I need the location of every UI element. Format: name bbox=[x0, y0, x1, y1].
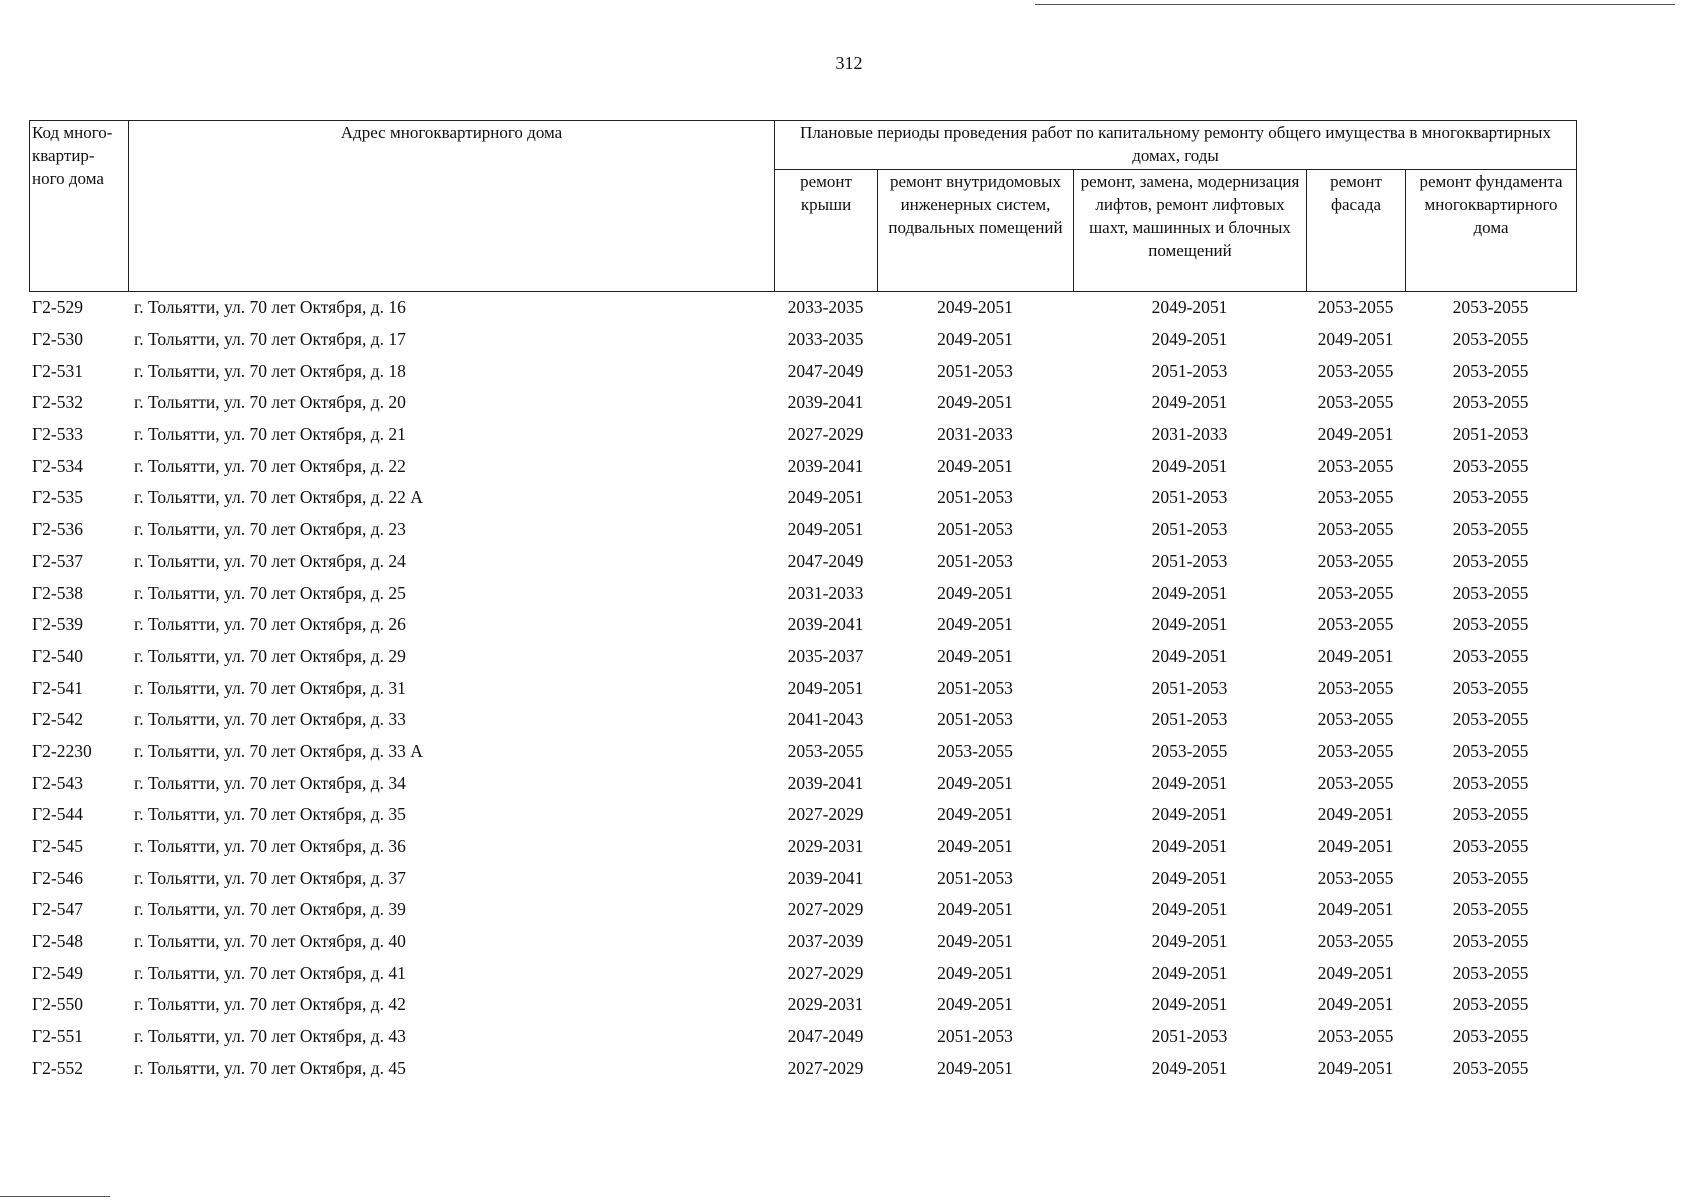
table-row bbox=[29, 672, 1576, 704]
cell-roof: 2039-2041 bbox=[787, 392, 864, 413]
cell-code: Г2-529 bbox=[32, 297, 83, 318]
cell-elevators: 2051-2053 bbox=[1151, 487, 1228, 508]
table-row bbox=[29, 450, 1576, 482]
cell-roof: 2027-2029 bbox=[787, 1057, 864, 1078]
cell-facade: 2049-2051 bbox=[1317, 994, 1394, 1015]
cell-facade: 2049-2051 bbox=[1317, 424, 1394, 445]
cell-elevators: 2051-2053 bbox=[1151, 677, 1228, 698]
cell-foundation: 2053-2055 bbox=[1452, 677, 1529, 698]
cell-systems: 2053-2055 bbox=[937, 740, 1013, 761]
cell-roof: 2053-2055 bbox=[787, 740, 864, 761]
cell-roof: 2049-2051 bbox=[787, 677, 864, 698]
cell-foundation: 2053-2055 bbox=[1452, 899, 1529, 920]
cell-address: г. Тольятти, ул. 70 лет Октября, д. 20 bbox=[134, 392, 406, 413]
header-foundation: ремонт фундамента многоквартирного дома bbox=[1406, 170, 1577, 292]
cell-foundation: 2053-2055 bbox=[1452, 392, 1529, 413]
table-row bbox=[29, 387, 1576, 419]
cell-foundation: 2053-2055 bbox=[1452, 645, 1529, 666]
cell-foundation: 2053-2055 bbox=[1452, 740, 1529, 761]
cell-roof: 2047-2049 bbox=[787, 1026, 864, 1047]
cell-foundation: 2053-2055 bbox=[1452, 867, 1529, 888]
cell-code: Г2-549 bbox=[32, 962, 83, 983]
cell-address: г. Тольятти, ул. 70 лет Октября, д. 18 bbox=[134, 360, 406, 381]
cell-code: Г2-544 bbox=[32, 804, 83, 825]
cell-roof: 2033-2035 bbox=[787, 329, 864, 350]
cell-elevators: 2049-2051 bbox=[1151, 804, 1228, 825]
cell-roof: 2039-2041 bbox=[787, 614, 864, 635]
table-row bbox=[29, 482, 1576, 514]
cell-code: Г2-530 bbox=[32, 329, 83, 350]
cell-roof: 2027-2029 bbox=[787, 424, 864, 445]
cell-systems: 2051-2053 bbox=[937, 867, 1013, 888]
cell-elevators: 2049-2051 bbox=[1151, 836, 1228, 857]
cell-facade: 2049-2051 bbox=[1317, 645, 1394, 666]
table-row bbox=[29, 989, 1576, 1021]
cell-elevators: 2053-2055 bbox=[1151, 740, 1228, 761]
cell-foundation: 2051-2053 bbox=[1452, 424, 1529, 445]
cell-facade: 2053-2055 bbox=[1317, 614, 1394, 635]
cell-facade: 2053-2055 bbox=[1317, 519, 1394, 540]
cell-foundation: 2053-2055 bbox=[1452, 962, 1529, 983]
cell-address: г. Тольятти, ул. 70 лет Октября, д. 40 bbox=[134, 931, 406, 952]
table-row bbox=[29, 419, 1576, 451]
cell-code: Г2-547 bbox=[32, 899, 83, 920]
cell-facade: 2053-2055 bbox=[1317, 1026, 1394, 1047]
table-row bbox=[29, 894, 1576, 926]
cell-elevators: 2049-2051 bbox=[1151, 455, 1228, 476]
cell-elevators: 2049-2051 bbox=[1151, 392, 1228, 413]
table-row bbox=[29, 767, 1576, 799]
cell-foundation: 2053-2055 bbox=[1452, 1026, 1529, 1047]
table-row bbox=[29, 514, 1576, 546]
table-row bbox=[29, 862, 1576, 894]
cell-address: г. Тольятти, ул. 70 лет Октября, д. 34 bbox=[134, 772, 406, 793]
cell-systems: 2049-2051 bbox=[937, 994, 1013, 1015]
scan-artifact-top-line bbox=[1035, 4, 1675, 5]
cell-foundation: 2053-2055 bbox=[1452, 297, 1529, 318]
cell-facade: 2049-2051 bbox=[1317, 329, 1394, 350]
cell-facade: 2049-2051 bbox=[1317, 804, 1394, 825]
cell-code: Г2-552 bbox=[32, 1057, 83, 1078]
cell-facade: 2053-2055 bbox=[1317, 297, 1394, 318]
cell-foundation: 2053-2055 bbox=[1452, 550, 1529, 571]
cell-facade: 2053-2055 bbox=[1317, 392, 1394, 413]
cell-address: г. Тольятти, ул. 70 лет Октября, д. 21 bbox=[134, 424, 406, 445]
cell-systems: 2051-2053 bbox=[937, 1026, 1013, 1047]
table-row bbox=[29, 1021, 1576, 1053]
cell-elevators: 2049-2051 bbox=[1151, 582, 1228, 603]
data-table-body bbox=[29, 292, 1576, 1084]
cell-systems: 2051-2053 bbox=[937, 519, 1013, 540]
cell-foundation: 2053-2055 bbox=[1452, 1057, 1529, 1078]
cell-foundation: 2053-2055 bbox=[1452, 994, 1529, 1015]
cell-foundation: 2053-2055 bbox=[1452, 614, 1529, 635]
cell-systems: 2049-2051 bbox=[937, 582, 1013, 603]
cell-address: г. Тольятти, ул. 70 лет Октября, д. 22 bbox=[134, 455, 406, 476]
cell-elevators: 2049-2051 bbox=[1151, 614, 1228, 635]
cell-systems: 2049-2051 bbox=[937, 899, 1013, 920]
cell-elevators: 2049-2051 bbox=[1151, 1057, 1228, 1078]
cell-systems: 2049-2051 bbox=[937, 772, 1013, 793]
cell-code: Г2-542 bbox=[32, 709, 83, 730]
cell-code: Г2-551 bbox=[32, 1026, 83, 1047]
cell-foundation: 2053-2055 bbox=[1452, 709, 1529, 730]
cell-facade: 2053-2055 bbox=[1317, 709, 1394, 730]
cell-roof: 2047-2049 bbox=[787, 360, 864, 381]
cell-code: Г2-545 bbox=[32, 836, 83, 857]
table-row bbox=[29, 355, 1576, 387]
table-row bbox=[29, 577, 1576, 609]
cell-facade: 2053-2055 bbox=[1317, 931, 1394, 952]
cell-foundation: 2053-2055 bbox=[1452, 329, 1529, 350]
table-header bbox=[29, 120, 1577, 292]
cell-systems: 2049-2051 bbox=[937, 836, 1013, 857]
table-row bbox=[29, 704, 1576, 736]
cell-code: Г2-550 bbox=[32, 994, 83, 1015]
cell-facade: 2053-2055 bbox=[1317, 677, 1394, 698]
cell-systems: 2051-2053 bbox=[937, 550, 1013, 571]
cell-elevators: 2031-2033 bbox=[1151, 424, 1228, 445]
cell-code: Г2-531 bbox=[32, 360, 83, 381]
cell-code: Г2-541 bbox=[32, 677, 83, 698]
table-row bbox=[29, 957, 1576, 989]
table-row bbox=[29, 324, 1576, 356]
cell-code: Г2-538 bbox=[32, 582, 83, 603]
cell-elevators: 2049-2051 bbox=[1151, 772, 1228, 793]
cell-foundation: 2053-2055 bbox=[1452, 519, 1529, 540]
cell-foundation: 2053-2055 bbox=[1452, 455, 1529, 476]
cell-foundation: 2053-2055 bbox=[1452, 836, 1529, 857]
cell-systems: 2051-2053 bbox=[937, 709, 1013, 730]
table-row bbox=[29, 799, 1576, 831]
cell-elevators: 2049-2051 bbox=[1151, 931, 1228, 952]
cell-facade: 2049-2051 bbox=[1317, 836, 1394, 857]
cell-facade: 2053-2055 bbox=[1317, 867, 1394, 888]
cell-address: г. Тольятти, ул. 70 лет Октября, д. 26 bbox=[134, 614, 406, 635]
cell-elevators: 2051-2053 bbox=[1151, 1026, 1228, 1047]
cell-code: Г2-535 bbox=[32, 487, 83, 508]
cell-address: г. Тольятти, ул. 70 лет Октября, д. 42 bbox=[134, 994, 406, 1015]
cell-roof: 2027-2029 bbox=[787, 804, 864, 825]
cell-roof: 2027-2029 bbox=[787, 962, 864, 983]
table-row bbox=[29, 641, 1576, 673]
cell-roof: 2041-2043 bbox=[787, 709, 864, 730]
page-number: 312 bbox=[835, 53, 863, 73]
cell-roof: 2031-2033 bbox=[787, 582, 864, 603]
cell-systems: 2049-2051 bbox=[937, 329, 1013, 350]
cell-roof: 2039-2041 bbox=[787, 867, 864, 888]
cell-systems: 2051-2053 bbox=[937, 360, 1013, 381]
cell-address: г. Тольятти, ул. 70 лет Октября, д. 41 bbox=[134, 962, 406, 983]
header-address: Адрес многоквартирного дома bbox=[129, 121, 775, 292]
table-row bbox=[29, 292, 1576, 324]
cell-facade: 2049-2051 bbox=[1317, 962, 1394, 983]
cell-elevators: 2049-2051 bbox=[1151, 867, 1228, 888]
table-row bbox=[29, 546, 1576, 578]
cell-systems: 2049-2051 bbox=[937, 962, 1013, 983]
cell-facade: 2053-2055 bbox=[1317, 772, 1394, 793]
cell-code: Г2-534 bbox=[32, 455, 83, 476]
cell-roof: 2037-2039 bbox=[787, 931, 864, 952]
table-row bbox=[29, 1053, 1576, 1085]
cell-systems: 2049-2051 bbox=[937, 614, 1013, 635]
table-row bbox=[29, 831, 1576, 863]
cell-foundation: 2053-2055 bbox=[1452, 931, 1529, 952]
cell-systems: 2049-2051 bbox=[937, 804, 1013, 825]
cell-facade: 2053-2055 bbox=[1317, 487, 1394, 508]
cell-code: Г2-2230 bbox=[32, 740, 92, 761]
cell-address: г. Тольятти, ул. 70 лет Октября, д. 35 bbox=[134, 804, 406, 825]
header-facade: ремонт фасада bbox=[1307, 170, 1406, 292]
cell-address: г. Тольятти, ул. 70 лет Октября, д. 31 bbox=[134, 677, 406, 698]
cell-facade: 2053-2055 bbox=[1317, 360, 1394, 381]
cell-roof: 2047-2049 bbox=[787, 550, 864, 571]
cell-foundation: 2053-2055 bbox=[1452, 487, 1529, 508]
cell-address: г. Тольятти, ул. 70 лет Октября, д. 43 bbox=[134, 1026, 406, 1047]
cell-elevators: 2051-2053 bbox=[1151, 550, 1228, 571]
cell-facade: 2053-2055 bbox=[1317, 550, 1394, 571]
cell-elevators: 2051-2053 bbox=[1151, 709, 1228, 730]
table-row bbox=[29, 736, 1576, 768]
header-roof: ремонт крыши bbox=[775, 170, 878, 292]
cell-roof: 2035-2037 bbox=[787, 645, 864, 666]
cell-facade: 2049-2051 bbox=[1317, 1057, 1394, 1078]
cell-address: г. Тольятти, ул. 70 лет Октября, д. 22 А bbox=[134, 487, 423, 508]
scan-artifact-bottom-line bbox=[0, 1196, 110, 1197]
cell-systems: 2049-2051 bbox=[937, 297, 1013, 318]
cell-code: Г2-548 bbox=[32, 931, 83, 952]
cell-elevators: 2049-2051 bbox=[1151, 297, 1228, 318]
cell-roof: 2027-2029 bbox=[787, 899, 864, 920]
cell-address: г. Тольятти, ул. 70 лет Октября, д. 29 bbox=[134, 645, 406, 666]
cell-elevators: 2051-2053 bbox=[1151, 360, 1228, 381]
cell-elevators: 2049-2051 bbox=[1151, 962, 1228, 983]
cell-address: г. Тольятти, ул. 70 лет Октября, д. 37 bbox=[134, 867, 406, 888]
cell-address: г. Тольятти, ул. 70 лет Октября, д. 39 bbox=[134, 899, 406, 920]
header-periods: Плановые периоды проведения работ по капитальному ремонту общего имущества в многоквартирных домах, годы bbox=[775, 121, 1577, 170]
cell-address: г. Тольятти, ул. 70 лет Октября, д. 33 bbox=[134, 709, 406, 730]
cell-systems: 2049-2051 bbox=[937, 1057, 1013, 1078]
cell-foundation: 2053-2055 bbox=[1452, 582, 1529, 603]
cell-systems: 2049-2051 bbox=[937, 931, 1013, 952]
cell-code: Г2-539 bbox=[32, 614, 83, 635]
cell-address: г. Тольятти, ул. 70 лет Октября, д. 45 bbox=[134, 1057, 406, 1078]
cell-elevators: 2049-2051 bbox=[1151, 329, 1228, 350]
cell-address: г. Тольятти, ул. 70 лет Октября, д. 23 bbox=[134, 519, 406, 540]
cell-roof: 2039-2041 bbox=[787, 772, 864, 793]
cell-elevators: 2049-2051 bbox=[1151, 645, 1228, 666]
cell-code: Г2-536 bbox=[32, 519, 83, 540]
cell-address: г. Тольятти, ул. 70 лет Октября, д. 33 А bbox=[134, 740, 423, 761]
cell-code: Г2-537 bbox=[32, 550, 83, 571]
cell-elevators: 2049-2051 bbox=[1151, 994, 1228, 1015]
cell-facade: 2053-2055 bbox=[1317, 455, 1394, 476]
cell-foundation: 2053-2055 bbox=[1452, 804, 1529, 825]
cell-elevators: 2049-2051 bbox=[1151, 899, 1228, 920]
cell-address: г. Тольятти, ул. 70 лет Октября, д. 16 bbox=[134, 297, 406, 318]
cell-systems: 2049-2051 bbox=[937, 392, 1013, 413]
table-row bbox=[29, 926, 1576, 958]
cell-code: Г2-546 bbox=[32, 867, 83, 888]
cell-roof: 2029-2031 bbox=[787, 836, 864, 857]
header-elevators: ремонт, замена, модернизация лифтов, ремонт лифтовых шахт, машинных и блочных помещений bbox=[1074, 170, 1307, 292]
cell-facade: 2049-2051 bbox=[1317, 899, 1394, 920]
cell-foundation: 2053-2055 bbox=[1452, 772, 1529, 793]
cell-code: Г2-532 bbox=[32, 392, 83, 413]
cell-systems: 2049-2051 bbox=[937, 455, 1013, 476]
cell-code: Г2-543 bbox=[32, 772, 83, 793]
cell-code: Г2-540 bbox=[32, 645, 83, 666]
table-row bbox=[29, 609, 1576, 641]
cell-roof: 2033-2035 bbox=[787, 297, 864, 318]
cell-foundation: 2053-2055 bbox=[1452, 360, 1529, 381]
data-table bbox=[29, 292, 1576, 1084]
header-code: Код много-квартир-ного дома bbox=[30, 121, 129, 292]
cell-address: г. Тольятти, ул. 70 лет Октября, д. 17 bbox=[134, 329, 406, 350]
cell-roof: 2049-2051 bbox=[787, 519, 864, 540]
cell-systems: 2051-2053 bbox=[937, 677, 1013, 698]
cell-roof: 2039-2041 bbox=[787, 455, 864, 476]
cell-systems: 2049-2051 bbox=[937, 645, 1013, 666]
cell-roof: 2049-2051 bbox=[787, 487, 864, 508]
cell-address: г. Тольятти, ул. 70 лет Октября, д. 25 bbox=[134, 582, 406, 603]
cell-address: г. Тольятти, ул. 70 лет Октября, д. 24 bbox=[134, 550, 406, 571]
cell-systems: 2031-2033 bbox=[937, 424, 1013, 445]
cell-code: Г2-533 bbox=[32, 424, 83, 445]
cell-roof: 2029-2031 bbox=[787, 994, 864, 1015]
cell-address: г. Тольятти, ул. 70 лет Октября, д. 36 bbox=[134, 836, 406, 857]
cell-systems: 2051-2053 bbox=[937, 487, 1013, 508]
cell-facade: 2053-2055 bbox=[1317, 582, 1394, 603]
header-systems: ремонт внутридомовых инженерных систем, подвальных помещений bbox=[878, 170, 1074, 292]
cell-facade: 2053-2055 bbox=[1317, 740, 1394, 761]
cell-elevators: 2051-2053 bbox=[1151, 519, 1228, 540]
